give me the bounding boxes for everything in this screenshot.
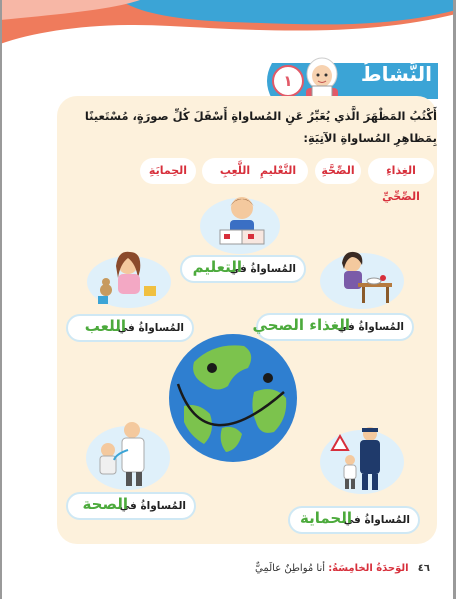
word-chip-protection: الحِمايَةِ — [140, 158, 196, 184]
word-chip-health: الصِّحَّةِ — [315, 158, 361, 184]
word-chip-healthy-food: الغِذاءِ الصِّحِّيِّ — [368, 158, 434, 184]
word-bank — [70, 158, 436, 203]
label-prefix: المُساواةُ في — [229, 263, 296, 275]
answer-text-health: الصحة — [82, 495, 128, 513]
answer-text-healthy-food: الغذاء الصحي — [252, 316, 350, 334]
label-prefix: المُساواةُ في — [119, 500, 186, 512]
word-chip-play: اللَّعِبِ — [219, 164, 251, 177]
header-wave-decoration — [0, 0, 456, 60]
healthy-food-scene-image — [318, 243, 404, 311]
page-number: ٤٦ — [417, 563, 430, 574]
education-scene-image — [198, 186, 282, 256]
label-prefix: المُساواةُ في — [337, 321, 404, 333]
health-scene-image — [84, 414, 172, 492]
smiling-earth-globe-image — [164, 332, 302, 464]
answer-text-play: اللعب — [84, 317, 126, 335]
word-chip-education: التَّعْليمِ — [259, 164, 297, 177]
page-footer — [230, 563, 430, 574]
label-prefix: المُساواةُ في — [343, 514, 410, 526]
unit-name: الوَحدَةُ الخامِسَةُ: — [328, 563, 409, 574]
play-scene-image — [84, 244, 174, 310]
answer-text-protection: الحماية — [299, 509, 352, 527]
answer-health — [66, 492, 196, 520]
answer-text-education: التعليم — [192, 258, 242, 276]
page-border-left — [0, 0, 2, 599]
word-chip-education-play — [202, 158, 308, 184]
answer-protection — [288, 506, 420, 534]
activity-title: النَّشاطُ — [360, 62, 432, 86]
protection-scene-image — [318, 420, 404, 496]
answer-healthy-food — [252, 313, 414, 341]
answer-play — [66, 314, 194, 342]
answer-education — [180, 255, 306, 283]
unit-title: أنا مُواطِنٌ عالَمِيٌّ — [254, 563, 325, 574]
label-prefix: المُساواةُ في — [117, 322, 184, 334]
instruction-text: أَكْتُبُ المَظْهَرَ الَّذي يُعَبِّرُ عَنِ المُساواةِ أَسْفَلَ كُلِّ صورَةٍ، مُسْتَعينًا بِمَظاهِرِ المُساواةِ الآتِيَةِ: — [84, 109, 437, 145]
activity-number: ١ — [272, 65, 304, 97]
